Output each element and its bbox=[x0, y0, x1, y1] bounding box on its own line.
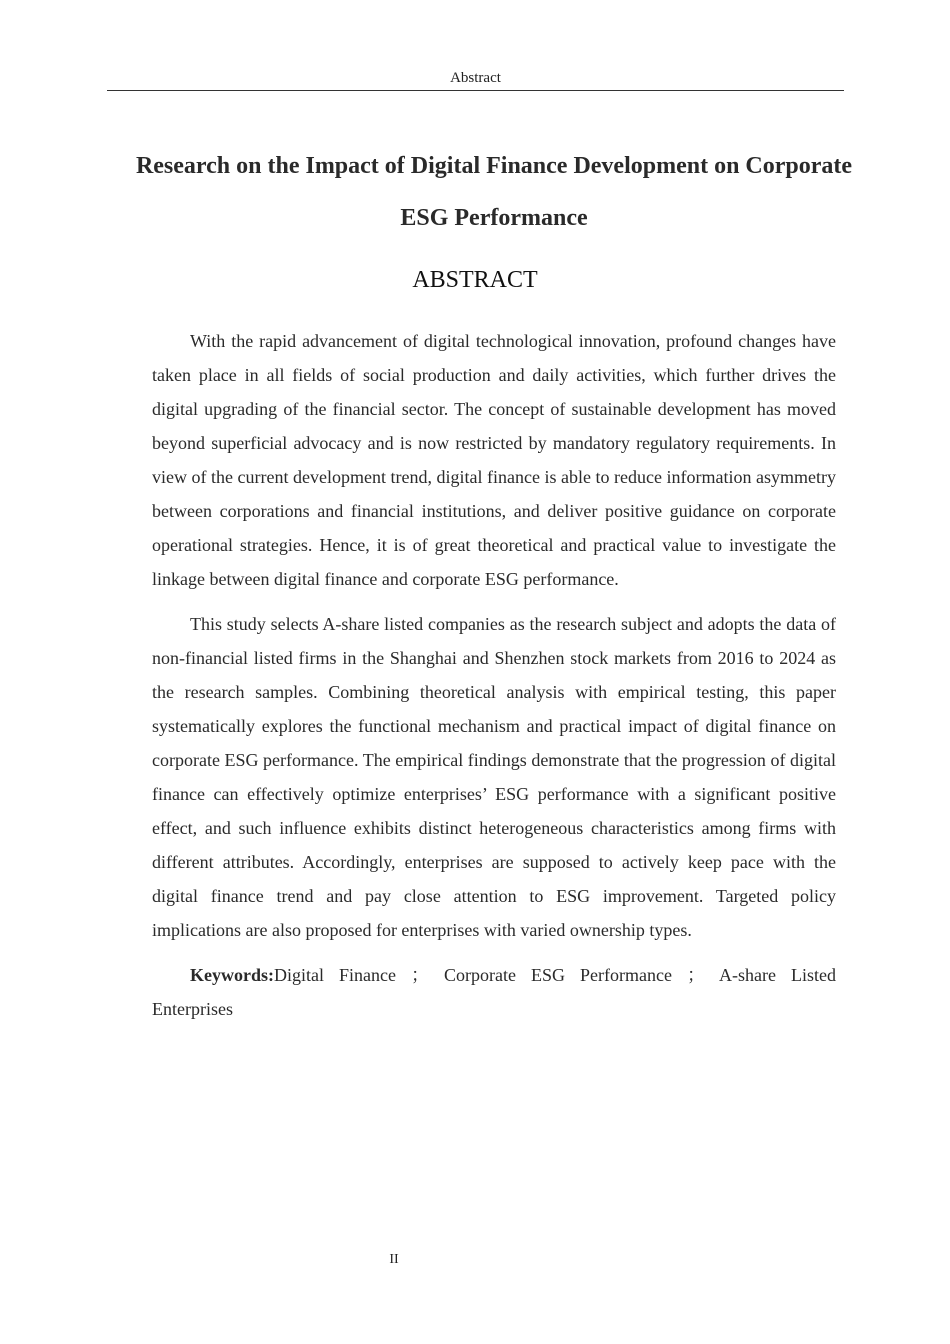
keywords-label: Keywords: bbox=[190, 965, 274, 985]
abstract-body bbox=[152, 324, 836, 1026]
running-header bbox=[107, 70, 844, 91]
keywords-text: Digital Finance ； Corporate ESG Performance ； A-share Listed Enterprises bbox=[152, 965, 836, 1019]
running-header-title: Abstract bbox=[450, 70, 501, 86]
abstract-paragraph-2: This study selects A-share listed companies as the research subject and adopts the data of non-financial listed firms in the Shanghai and Shenzhen stock markets from 2016 to 2024 as the research samples. Combining theoretical analysis with empirical testing, this paper systematically explores the functional mechanism and practical impact of digital finance on corporate ESG performance. The empirical findings demonstrate that the progression of digital finance can effectively optimize enterprises’ ESG performance with a significant positive effect, and such influence exhibits distinct heterogeneous characteristics among firms with different attributes. Accordingly, enterprises are supposed to actively keep pace with the digital finance trend and pay close attention to ESG improvement. Targeted policy implications are also proposed for enterprises with varied ownership types. bbox=[152, 614, 836, 940]
paper-title: Research on the Impact of Digital Finance Development on Corporate ESG Performance bbox=[135, 153, 853, 231]
abstract-heading: ABSTRACT bbox=[412, 267, 538, 293]
page-number: II bbox=[389, 1252, 399, 1267]
abstract-paragraph-1: With the rapid advancement of digital technological innovation, profound changes have taken place in all fields of social production and daily activities, which further drives the digital upgrading of the financial sector. The concept of sustainable development has moved beyond superficial advocacy and is now restricted by mandatory regulatory requirements. In view of the current development trend, digital finance is able to reduce information asymmetry between corporations and financial institutions, and deliver positive guidance on corporate operational strategies. Hence, it is of great theoretical and practical value to investigate the linkage between digital finance and corporate ESG performance. bbox=[152, 331, 836, 589]
keywords-line bbox=[152, 958, 836, 1026]
